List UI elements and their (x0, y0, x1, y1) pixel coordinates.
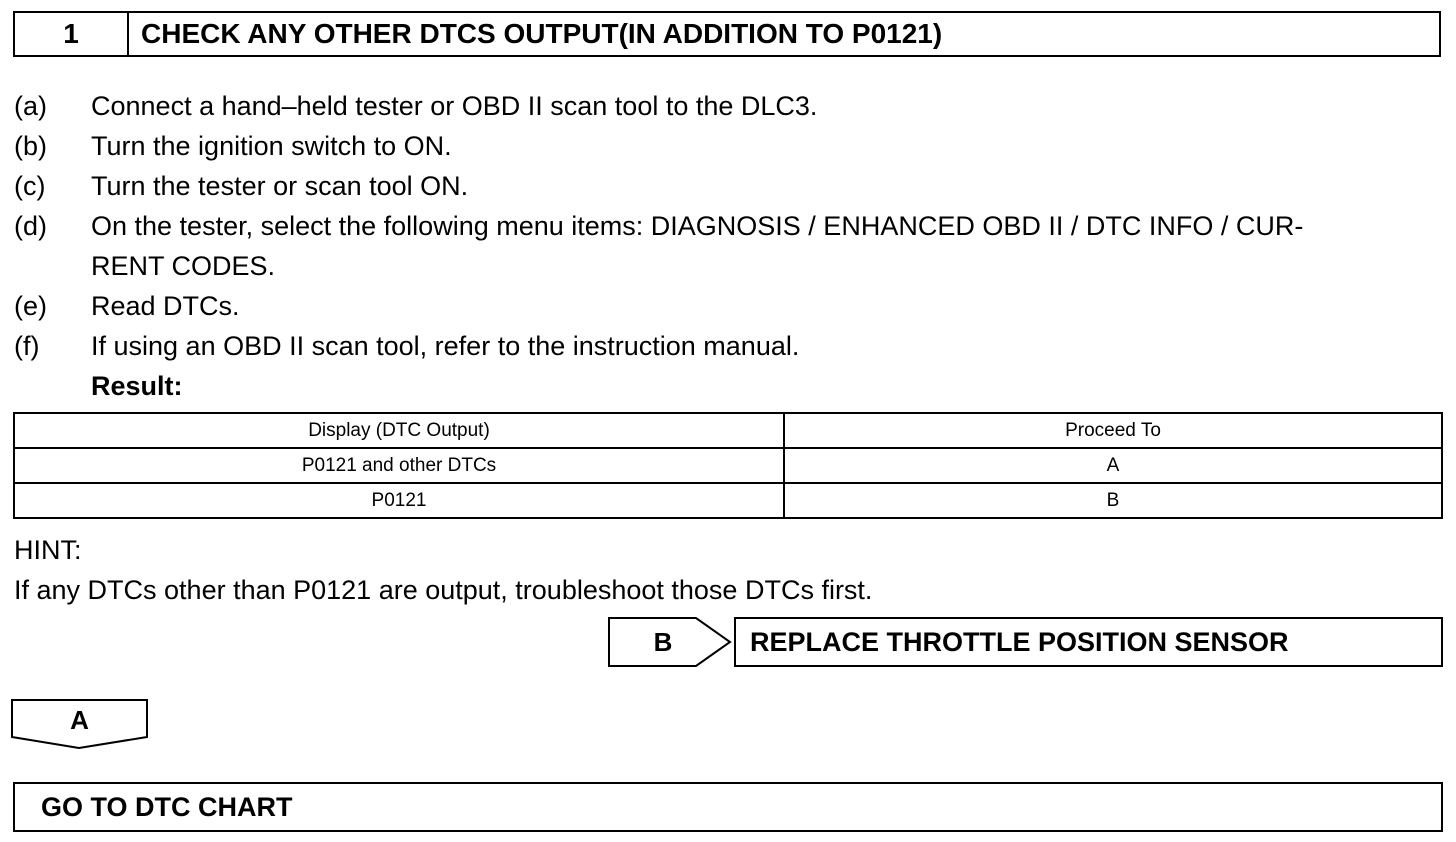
table-header-row (14, 413, 1442, 448)
step-item (14, 126, 1444, 166)
step-letter: (a) (14, 91, 47, 121)
step-item (14, 206, 1444, 286)
step-letter: (c) (14, 171, 46, 201)
column-header: Proceed To (784, 413, 1442, 448)
step-text: Turn the tester or scan tool ON. (91, 171, 469, 201)
table-cell: P0121 and other DTCs (14, 448, 784, 483)
table-row (14, 483, 1442, 518)
step-item (14, 166, 1444, 206)
step-letter: (f) (14, 331, 40, 361)
step-letter: (d) (14, 211, 47, 241)
branch-a-label: A (70, 704, 89, 735)
column-header: Display (DTC Output) (14, 413, 784, 448)
branch-a-action: GO TO DTC CHART (13, 782, 1443, 832)
table-cell: A (784, 448, 1442, 483)
result-table (13, 412, 1443, 519)
result-label: Result: (91, 371, 183, 401)
step-text-line: On the tester, select the following menu items: DIAGNOSIS / ENHANCED OBD II / DTC INFO / CUR- (91, 211, 1304, 241)
step-number: 1 (15, 13, 129, 55)
table-row (14, 448, 1442, 483)
step-item (14, 286, 1444, 326)
step-text: If using an OBD II scan tool, refer to the instruction manual. (91, 331, 800, 361)
table-cell: B (784, 483, 1442, 518)
step-item (14, 86, 1444, 126)
step-text: Turn the ignition switch to ON. (91, 131, 452, 161)
step-item (14, 326, 1444, 366)
procedure-steps (14, 86, 1444, 406)
step-text: Connect a hand–held tester or OBD II scan tool to the DLC3. (91, 91, 818, 121)
step-title: CHECK ANY OTHER DTCS OUTPUT(IN ADDITION TO P0121) (141, 18, 943, 49)
branch-b-label: B (653, 626, 673, 657)
step-text: Read DTCs. (91, 291, 240, 321)
step-header (13, 11, 1441, 57)
branch-b-action: REPLACE THROTTLE POSITION SENSOR (734, 617, 1443, 667)
step-text (91, 206, 1444, 286)
step-letter: (e) (14, 291, 47, 321)
hint-block (14, 530, 872, 610)
hint-text: If any DTCs other than P0121 are output, troubleshoot those DTCs first. (14, 575, 873, 605)
table-cell: P0121 (14, 483, 784, 518)
step-text-line: RENT CODES. (91, 251, 276, 281)
step-letter: (b) (14, 131, 47, 161)
hint-label: HINT: (14, 535, 82, 565)
